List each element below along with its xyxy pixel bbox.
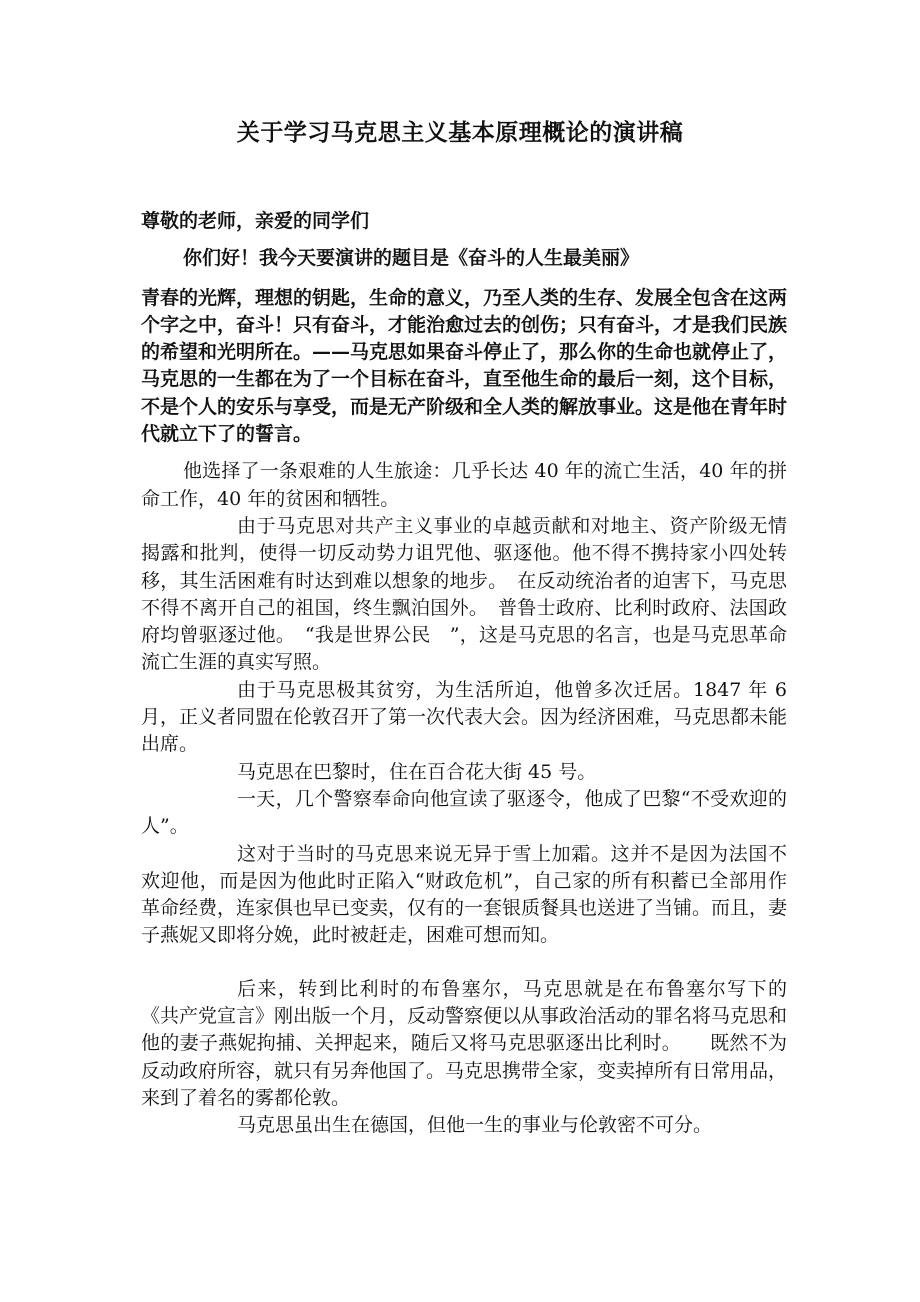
paragraph: 由于马克思极其贫穷，为生活所迫，他曾多次迁居。1847 年 6 月，正义者同盟在伦敦召开了第一次代表大会。因为经济困难，马克思都未能出席。 <box>141 678 788 756</box>
paragraph: 后来，转到比利时的布鲁塞尔，马克思就是在布鲁塞尔写下的《共产党宣言》刚出版一个月，反动警察便以从事政治活动的罪名将马克思和他的妻子燕妮拘捕、关押起来，随后又将马克思驱逐出比利时。 既然不为反动政府所容，就只有另奔他国了。马克思携带全家，变卖掉所有日常用品，来到了着名的雾都伦敦。 <box>141 977 788 1109</box>
document-body <box>141 208 787 1140</box>
paragraph: 一天，几个警察奉命向他宣读了驱逐令，他成了巴黎“不受欢迎的人”。 <box>141 787 787 838</box>
paragraph: 马克思虽出生在德国，但他一生的事业与伦敦密不可分。 <box>237 1114 713 1137</box>
paragraph: 由于马克思对共产主义事业的卓越贡献和对地主、资产阶级无情揭露和批判，使得一切反动势力诅咒他、驱逐他。他不得不携持家小四处转移，其生活困难有时达到难以想象的地步。 在反动统治者的迫害下，马克思不得不离开自己的祖国，终生飘泊国外。 普鲁士政府、比利时政府、法国政府均曾驱逐过他。 “我是世界公民 ”，这是马克思的名言，也是马克思革命流亡生涯的真实写照。 <box>141 514 787 674</box>
paragraph: 马克思在巴黎时，住在百合花大街 45 号。 <box>237 760 597 783</box>
document-title: 关于学习马克思主义基本原理概论的演讲稿 <box>236 119 684 146</box>
salutation: 尊敬的老师，亲爱的同学们 <box>141 210 370 232</box>
paragraph: 这对于当时的马克思来说无异于雪上加霜。这并不是因为法国不欢迎他，而是因为他此时正陷入“财政危机”，自己家的所有积蓄已全部用作革命经费，连家俱也早已变卖，仅有的一套银质餐具也送进了当铺。而且，妻子燕妮又即将分娩，此时被赶走，困难可想而知。 <box>141 842 788 947</box>
paragraph: 青春的光辉，理想的钥匙，生命的意义，乃至人类的生存、发展全包含在这两个字之中，奋斗！只有奋斗，才能治愈过去的创伤；只有奋斗，才是我们民族的希望和光明所在。——马克思如果奋斗停止了，那么你的生命也就停止了，马克思的一生都在为了一个目标在奋斗，直至他生命的最后一刻，这个目标，不是个人的安乐与享受，而是无产阶级和全人类的解放事业。这是他在青年时代就立下了的誓言。 <box>141 286 788 446</box>
greeting: 你们好！我今天要演讲的题目是《奋斗的人生最美丽》 <box>183 247 640 270</box>
paragraph: 他选择了一条艰难的人生旅途：几乎长达 40 年的流亡生活，40 年的拼命工作，40 年的贫困和牺牲。 <box>141 460 787 510</box>
